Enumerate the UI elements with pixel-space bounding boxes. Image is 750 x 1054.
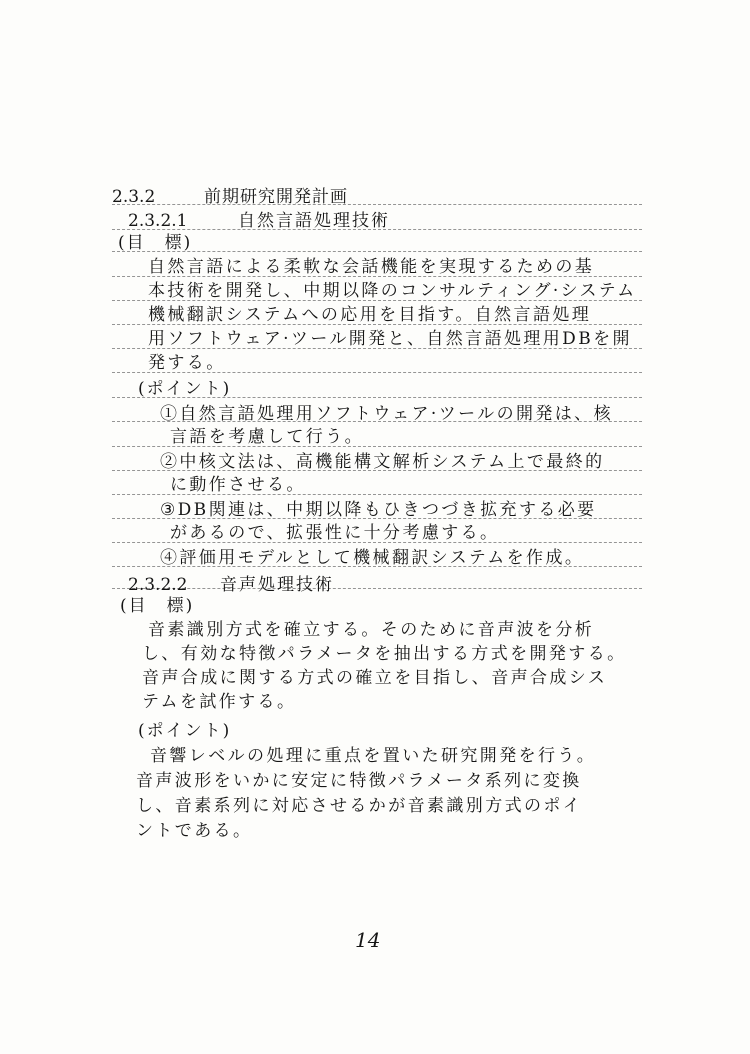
point-line: し、音素系列に対応させるかが音素識別方式のポイ xyxy=(136,796,583,816)
point-line: ②中核文法は、高機能構文解析システム上で最終的 xyxy=(160,452,605,472)
goal-line: テムを試作する。 xyxy=(142,692,297,712)
goal-line: 自然言語による柔軟な会話機能を実現するための基 xyxy=(148,257,595,277)
goal-line: 音声合成に関する方式の確立を目指し、音声合成シス xyxy=(142,668,608,688)
goal-heading: (目 標) xyxy=(120,596,195,616)
point-line: 言語を考慮して行う。 xyxy=(170,427,364,447)
point-heading: (ポイント) xyxy=(138,721,232,741)
goal-heading: (目 標) xyxy=(118,233,193,253)
point-line: ④評価用モデルとして機械翻訳システムを作成。 xyxy=(160,548,585,568)
goal-line: 発する。 xyxy=(148,353,226,373)
point-line: に動作させる。 xyxy=(170,475,306,495)
point-line: ントである。 xyxy=(136,821,253,841)
page-number: 14 xyxy=(355,928,381,952)
subsection-title: 自然言語処理技術 xyxy=(238,211,390,231)
point-line: 音響レベルの処理に重点を置いた研究開発を行う。 xyxy=(150,746,597,766)
goal-line: 音素識別方式を確立する。そのために音声波を分析 xyxy=(148,620,595,640)
goal-line: 用ソフトウェア·ツール開発と、自然言語処理用DBを開 xyxy=(148,329,632,349)
section-title: 前期研究開発計画 xyxy=(204,187,348,207)
point-heading: (ポイント) xyxy=(138,379,232,399)
subsection-heading xyxy=(128,210,668,232)
subsection-number: 2.3.2.1 xyxy=(128,211,188,231)
section-number: 2.3.2 xyxy=(112,187,156,207)
point-line: があるので、拡張性に十分考慮する。 xyxy=(170,523,500,543)
subsection-number: 2.3.2.2 xyxy=(128,575,188,595)
point-line: ③DB関連は、中期以降もひきつづき拡充する必要 xyxy=(160,500,597,520)
point-line: 音声波形をいかに安定に特徴パラメータ系列に変換 xyxy=(136,771,582,791)
section-heading xyxy=(112,186,652,208)
goal-line: し、有効な特徴パラメータを抽出する方式を開発する。 xyxy=(142,644,627,664)
goal-line: 本技術を開発し、中期以降のコンサルティング·システム xyxy=(148,281,637,301)
subsection-title: 音声処理技術 xyxy=(220,575,334,595)
point-line: ①自然言語処理用ソフトウェア·ツールの開発は、核 xyxy=(160,404,613,424)
goal-line: 機械翻訳システムへの応用を目指す。自然言語処理 xyxy=(148,305,592,325)
subsection-heading xyxy=(128,574,668,596)
